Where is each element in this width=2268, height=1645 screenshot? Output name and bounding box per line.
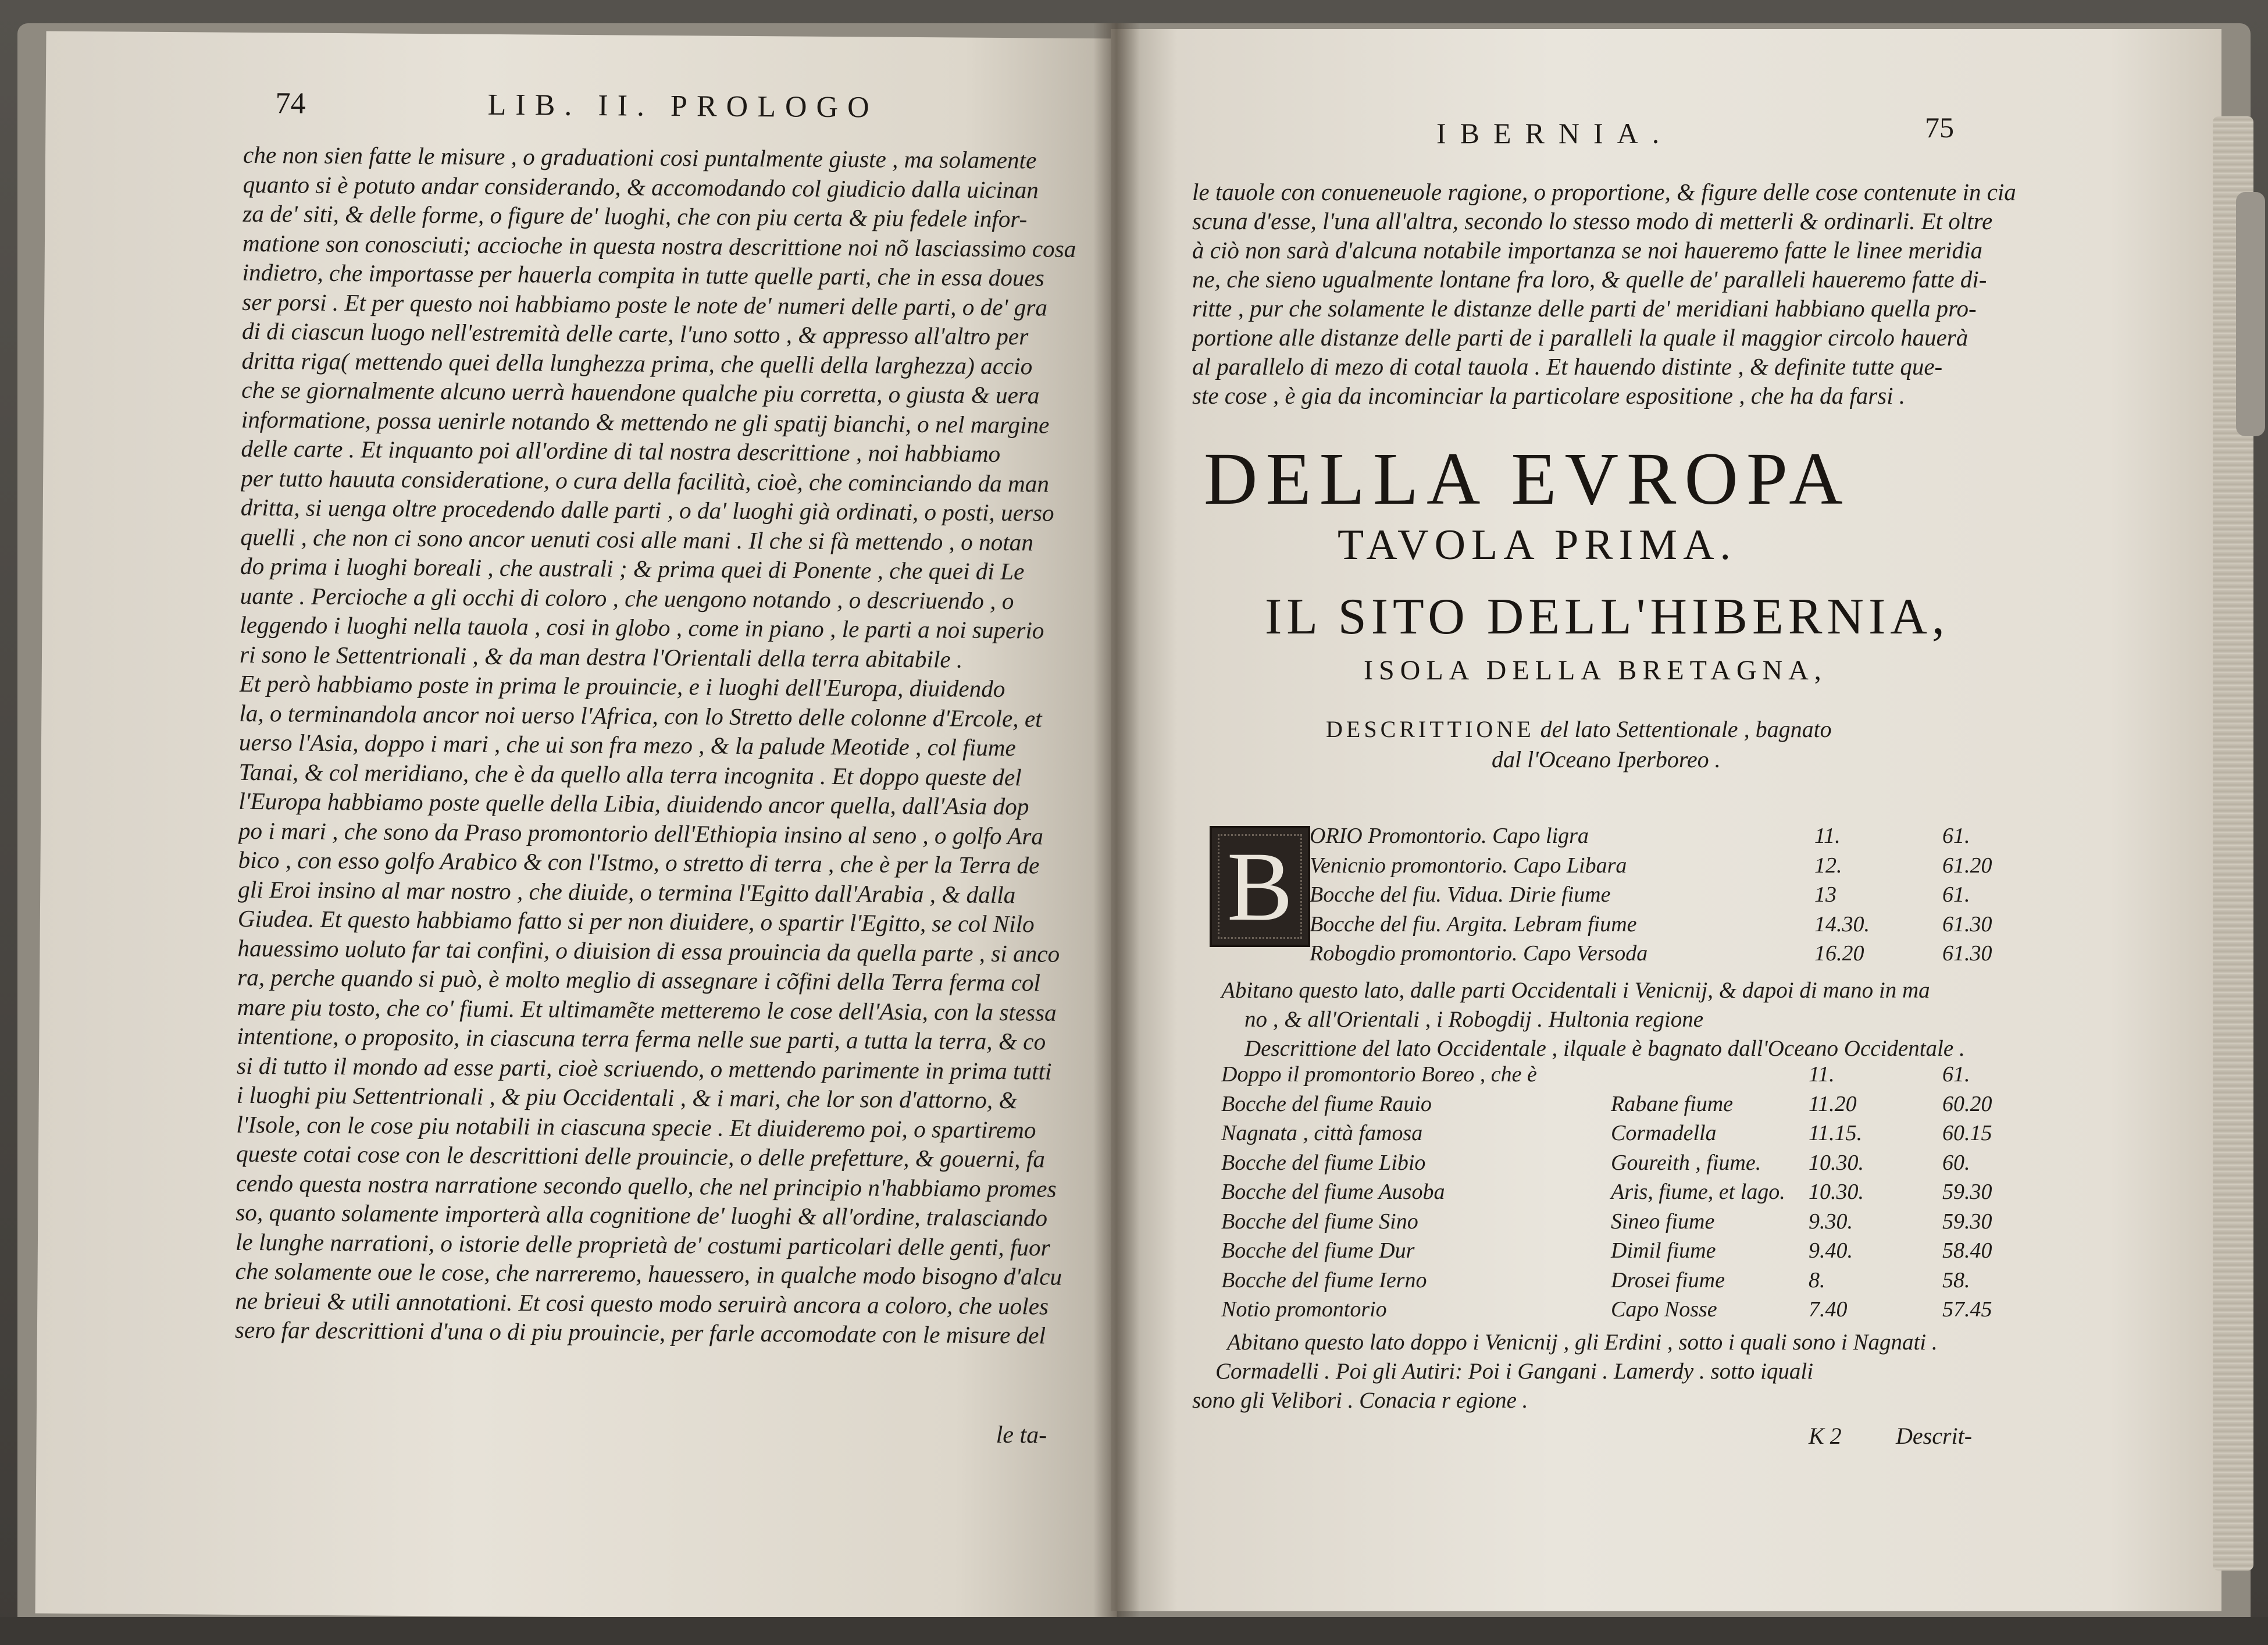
text-line: l'Europa habbiamo poste quelle della Libia, diuidendo ancor quella, dall'Asia dop (238, 787, 1029, 820)
bookmark-ribbon (2236, 192, 2265, 436)
text-line: dritta riga( mettendo quei della lunghezza prima, che quelli della larghezza) accio (241, 347, 1033, 379)
text-line: scuna d'esse, l'una all'altra, secondo lo stesso modo di metterli & ordinarli. Et oltre (1192, 208, 1993, 234)
longitude: 10.30. (1809, 1180, 1864, 1204)
modern-name: Sineo fiume (1611, 1209, 1715, 1234)
table-surface (0, 1617, 2268, 1645)
latitude: 57.45 (1942, 1297, 1992, 1322)
place-name: Bocche del fiume Ausoba (1221, 1180, 1445, 1204)
text-line: quelli , che non ci sono ancor uenuti cosi alle mani . Il che si fà mettendo , o notan (240, 523, 1034, 556)
longitude: 12. (1814, 853, 1842, 878)
latitude: 61.30 (1942, 911, 1992, 937)
description-label: DESCRITTIONE (1326, 716, 1535, 742)
text-line: bico , con esso golfo Arabico & con l'Istmo, o stretto di terra , che è per la Terra de (238, 846, 1040, 879)
longitude: 16.20 (1814, 941, 1864, 966)
text-line: ste cose , è gia da incominciar la particolare espositione , che ha da farsi . (1192, 382, 1906, 409)
longitude: 11. (1809, 1062, 1835, 1087)
latitude: 60.20 (1942, 1091, 1992, 1116)
left-header (45, 85, 1127, 133)
section-heading: IL SITO DELL'HIBERNIA, (1265, 589, 1949, 645)
modern-name: Dimil fiume (1611, 1238, 1716, 1263)
longitude: 7.40 (1809, 1297, 1848, 1322)
initial-letter: B (1226, 832, 1293, 941)
latitude: 58.40 (1942, 1238, 1992, 1263)
text-line: informatione, possa uenirle notando & mettendo ne gli spatij bianchi, o nel margine (241, 405, 1050, 439)
text-line: ri sono le Settentrionali , & da man destra l'Orientali della terra abitabile . (239, 640, 963, 673)
place-name: Bocche del fiume Sino (1221, 1209, 1418, 1234)
modern-name: Aris, fiume, et lago. (1611, 1180, 1785, 1204)
place-name: Bocche del fiume Rauio (1221, 1091, 1432, 1116)
latitude: 61. (1942, 1062, 1970, 1087)
longitude: 8. (1809, 1267, 1825, 1292)
text-line: le tauole con conueneuole ragione, o proportione, & figure delle cose contenute in cia (1192, 179, 2016, 205)
section-subheading: ISOLA DELLA BRETAGNA, (1364, 655, 1827, 686)
text-line: mare piu tosto, che co' fiumi. Et ultimamẽte metteremo le cose dell'Asia, con la stessa (237, 993, 1057, 1026)
right-catchword: Descrit- (1896, 1423, 1973, 1449)
latitude: 59.30 (1942, 1209, 1992, 1234)
latitude: 60. (1942, 1150, 1970, 1175)
note-north-2: no , & all'Orientali , i Robogdij . Hultonia regione (1244, 1007, 1704, 1032)
latitude: 59.30 (1942, 1180, 1992, 1204)
place-name: Bocche del fiume Dur (1221, 1238, 1415, 1263)
text-line: queste cotai cose con le descrittioni delle prouincie, o delle prefetture, & gouerni, fa (236, 1140, 1046, 1173)
longitude: 11. (1814, 824, 1841, 848)
text-line: hauessimo uoluto far tai confini, o diuision di essa prouincia da quella parte , si anco (237, 934, 1060, 967)
text-line: cendo questa nostra narratione secondo quello, che nel principio n'habbiamo promes (236, 1169, 1057, 1202)
text-line: che non sien fatte le misure , o graduationi cosi puntalmente giuste , ma solamente (243, 141, 1037, 174)
text-line: ne brieui & utili annotationi. Et cosi questo modo seruirà ancora a coloro, che uoles (235, 1287, 1049, 1320)
text-line: Giudea. Et questo habbiamo fatto si per non diuidere, o spartir l'Egitto, se col Nilo (237, 905, 1035, 938)
text-line: matione son conosciuti; accioche in questa nostra descrittione noi nõ lasciassimo cosa (242, 229, 1076, 262)
text-line: al parallelo di mezo di cotal tauola . Et hauendo distinte , & definite tutte que- (1192, 353, 1943, 380)
text-line: leggendo i luoghi nella tauola , cosi in globo , come in piano , le parti a noi superio (240, 611, 1044, 644)
description-rest: del lato Settentionale , bagnato (1540, 716, 1832, 742)
place-name: ORIO Promontorio. Capo ligra (1310, 824, 1589, 848)
right-body-text (1192, 177, 2204, 410)
latitude: 61.30 (1942, 941, 1992, 966)
text-line: uante . Percioche a gli occhi di coloro , che uengono notando , o descriuendo , o (240, 582, 1014, 614)
place-name: Robogdio promontorio. Capo Versoda (1310, 941, 1648, 966)
longitude: 14.30. (1814, 911, 1870, 937)
description-north-line1 (1326, 715, 1832, 743)
text-line: Et però habbiamo poste in prima le prouincie, e i luoghi dell'Europa, diuidendo (239, 670, 1005, 703)
chapter-subtitle: TAVOLA PRIMA. (1338, 521, 1737, 569)
text-line: za de' siti, & delle forme, o figure de' luoghi, che con piu certa & piu fedele infor- (243, 200, 1028, 233)
text-line: le lunghe narrationi, o istorie delle proprietà de' costumi particolari delle genti, fuor (235, 1228, 1050, 1261)
text-line: uerso l'Asia, doppo i mari , che ui son fra mezo , & la palude Meotide , col fiume (238, 728, 1016, 761)
place-name: Bocche del fiu. Vidua. Dirie fiume (1310, 882, 1611, 907)
book-gutter (1093, 23, 1140, 1629)
left-page-number: 74 (275, 87, 306, 120)
modern-name: Drosei fiume (1611, 1267, 1725, 1292)
text-line: che se giornalmente alcuno uerrà hauendone qualche piu corretta, o giusta & uera (241, 376, 1040, 409)
text-line: Tanai, & col meridiano, che è da quello alla terra incognita . Et doppo queste del (238, 758, 1022, 791)
latitude: 61.20 (1942, 853, 1992, 878)
longitude: 9.30. (1809, 1209, 1853, 1234)
text-line: si di tutto il mondo ad esse parti, cioè scriuendo, o mettendo parimente in prima tutti (236, 1052, 1052, 1085)
text-line: indietro, che importasse per hauerla compita in tutte quelle parti, che in essa doues (242, 258, 1044, 291)
text-line: à ciò non sarà d'alcuna notabile importanza se noi haueremo fatte le linee meridia (1192, 237, 1982, 264)
latitude: 60.15 (1942, 1121, 1992, 1145)
longitude: 10.30. (1809, 1150, 1864, 1175)
text-line: che solamente oue le cose, che narreremo, hauessero, in qualche modo bisogno d'alcu (235, 1257, 1062, 1290)
right-header (1111, 111, 2221, 157)
description-north-line2: dal l'Oceano Iperboreo . (1492, 746, 1721, 772)
text-line: intentione, o proposito, in ciascuna terra ferma nelle sue parti, a tutta la terra, & co (237, 1022, 1046, 1055)
note-west-3: sono gli Velibori . Conacia r egione . (1192, 1388, 1528, 1413)
text-line: ne, che sieno ugualmente lontane fra loro, & quelle de' paralleli haueremo fatte di- (1192, 266, 1987, 293)
text-line: i luoghi piu Settentrionali , & piu Occidentali , & i mari, che lor son d'attorno, & (236, 1081, 1018, 1114)
longitude: 9.40. (1809, 1238, 1853, 1263)
latitude: 61. (1942, 824, 1970, 848)
description-west: Descrittione del lato Occidentale , ilquale è bagnato dall'Oceano Occidentale . (1244, 1036, 1965, 1061)
left-catchword: le ta- (996, 1422, 1047, 1449)
chapter-title: DELLA EVROPA (1204, 437, 1851, 520)
text-line: ser porsi . Et per questo noi habbiamo poste le note de' numeri delle parti, o de' gra (242, 288, 1048, 321)
text-line: dritta, si uenga oltre procedendo dalle parti , o da' luoghi già ordinati, o posti, uerso (240, 493, 1054, 526)
place-name: Bocche del fiu. Argita. Lebram fiume (1310, 911, 1637, 937)
text-line: so, quanto solamente importerà alla cognitione de' luoghi & all'ordine, tralasciando (236, 1198, 1048, 1231)
text-line: per tutto hauuta consideratione, o cura della facilità, cioè, che cominciando da man (241, 464, 1050, 497)
decorated-initial (1210, 826, 1310, 947)
text-line: portione alle distanze delle parti de i paralleli la quale il maggior circolo hauerà (1192, 324, 1969, 351)
text-line: ra, perche quando si può, è molto meglio di assegnare i cõfini della Terra ferma col (237, 963, 1041, 996)
place-name: Notio promontorio (1221, 1297, 1387, 1322)
text-line: di di ciascun luogo nell'estremità delle carte, l'uno sotto , & appresso all'altro per (241, 317, 1029, 350)
place-name: Doppo il promontorio Boreo , che è (1221, 1062, 1537, 1087)
right-running-head: IBERNIA. (1436, 117, 1674, 149)
modern-name: Rabane fiume (1611, 1091, 1734, 1116)
place-name: Venicnio promontorio. Capo Libara (1310, 853, 1627, 878)
note-west-1: Abitano questo lato doppo i Venicnij , gli Erdini , sotto i quali sono i Nagnati . (1227, 1330, 1938, 1355)
place-name: Nagnata , città famosa (1221, 1121, 1423, 1145)
text-line: delle carte . Et inquanto poi all'ordine di tal nostra descrittione , noi habbiamo (241, 435, 1001, 468)
text-line: po i mari , che sono da Praso promontorio dell'Ethiopia insino al seno , o golfo Ara (238, 817, 1044, 850)
place-name: Bocche del fiume Libio (1221, 1150, 1426, 1175)
right-page (1111, 29, 2221, 1611)
modern-name: Goureith , fiume. (1611, 1150, 1761, 1175)
latitude: 58. (1942, 1267, 1970, 1292)
right-page-number: 75 (1925, 111, 1954, 144)
text-line: gli Eroi insino al mar nostro , che diuide, o termina l'Egitto dall'Arabia , & dalla (238, 875, 1016, 908)
text-line: sero far descrittioni d'una o di piu prouincie, per farle accomodate con le misure del (234, 1316, 1046, 1349)
text-line: ritte , pur che solamente le distanze delle parti de' meridiani habbiano quella pro- (1192, 295, 1977, 322)
left-running-head: LIB. II. PROLOGO (487, 88, 879, 124)
longitude: 11.15. (1809, 1121, 1863, 1145)
note-north-1: Abitano questo lato, dalle parti Occidentali i Venicnij, & dapoi di mano in ma (1221, 978, 1930, 1003)
note-west-2: Cormadelli . Poi gli Autiri: Poi i Gangani . Lamerdy . sotto iquali (1215, 1359, 1814, 1384)
left-body-text (235, 140, 1104, 1351)
text-line: l'Isole, con le cose piu notabili in ciascuna specie . Et diuideremo poi, o spartiremo (236, 1110, 1036, 1143)
text-line: quanto si è potuto andar considerando, & accomodando col giudicio dalla uicinan (243, 170, 1039, 203)
text-line: do prima i luoghi boreali , che australi ; & prima quei di Ponente , che quei di Le (240, 552, 1025, 585)
modern-name: Cormadella (1611, 1121, 1717, 1145)
place-name: Bocche del fiume Ierno (1221, 1267, 1427, 1292)
longitude: 11.20 (1809, 1091, 1857, 1116)
signature-mark: K 2 (1809, 1423, 1842, 1449)
latitude: 61. (1942, 882, 1970, 907)
modern-name: Capo Nosse (1611, 1297, 1717, 1322)
longitude: 13 (1814, 882, 1836, 907)
left-page (35, 31, 1128, 1621)
text-line: la, o terminandola ancor noi uerso l'Africa, con lo Stretto delle colonne d'Ercole, et (239, 699, 1042, 732)
